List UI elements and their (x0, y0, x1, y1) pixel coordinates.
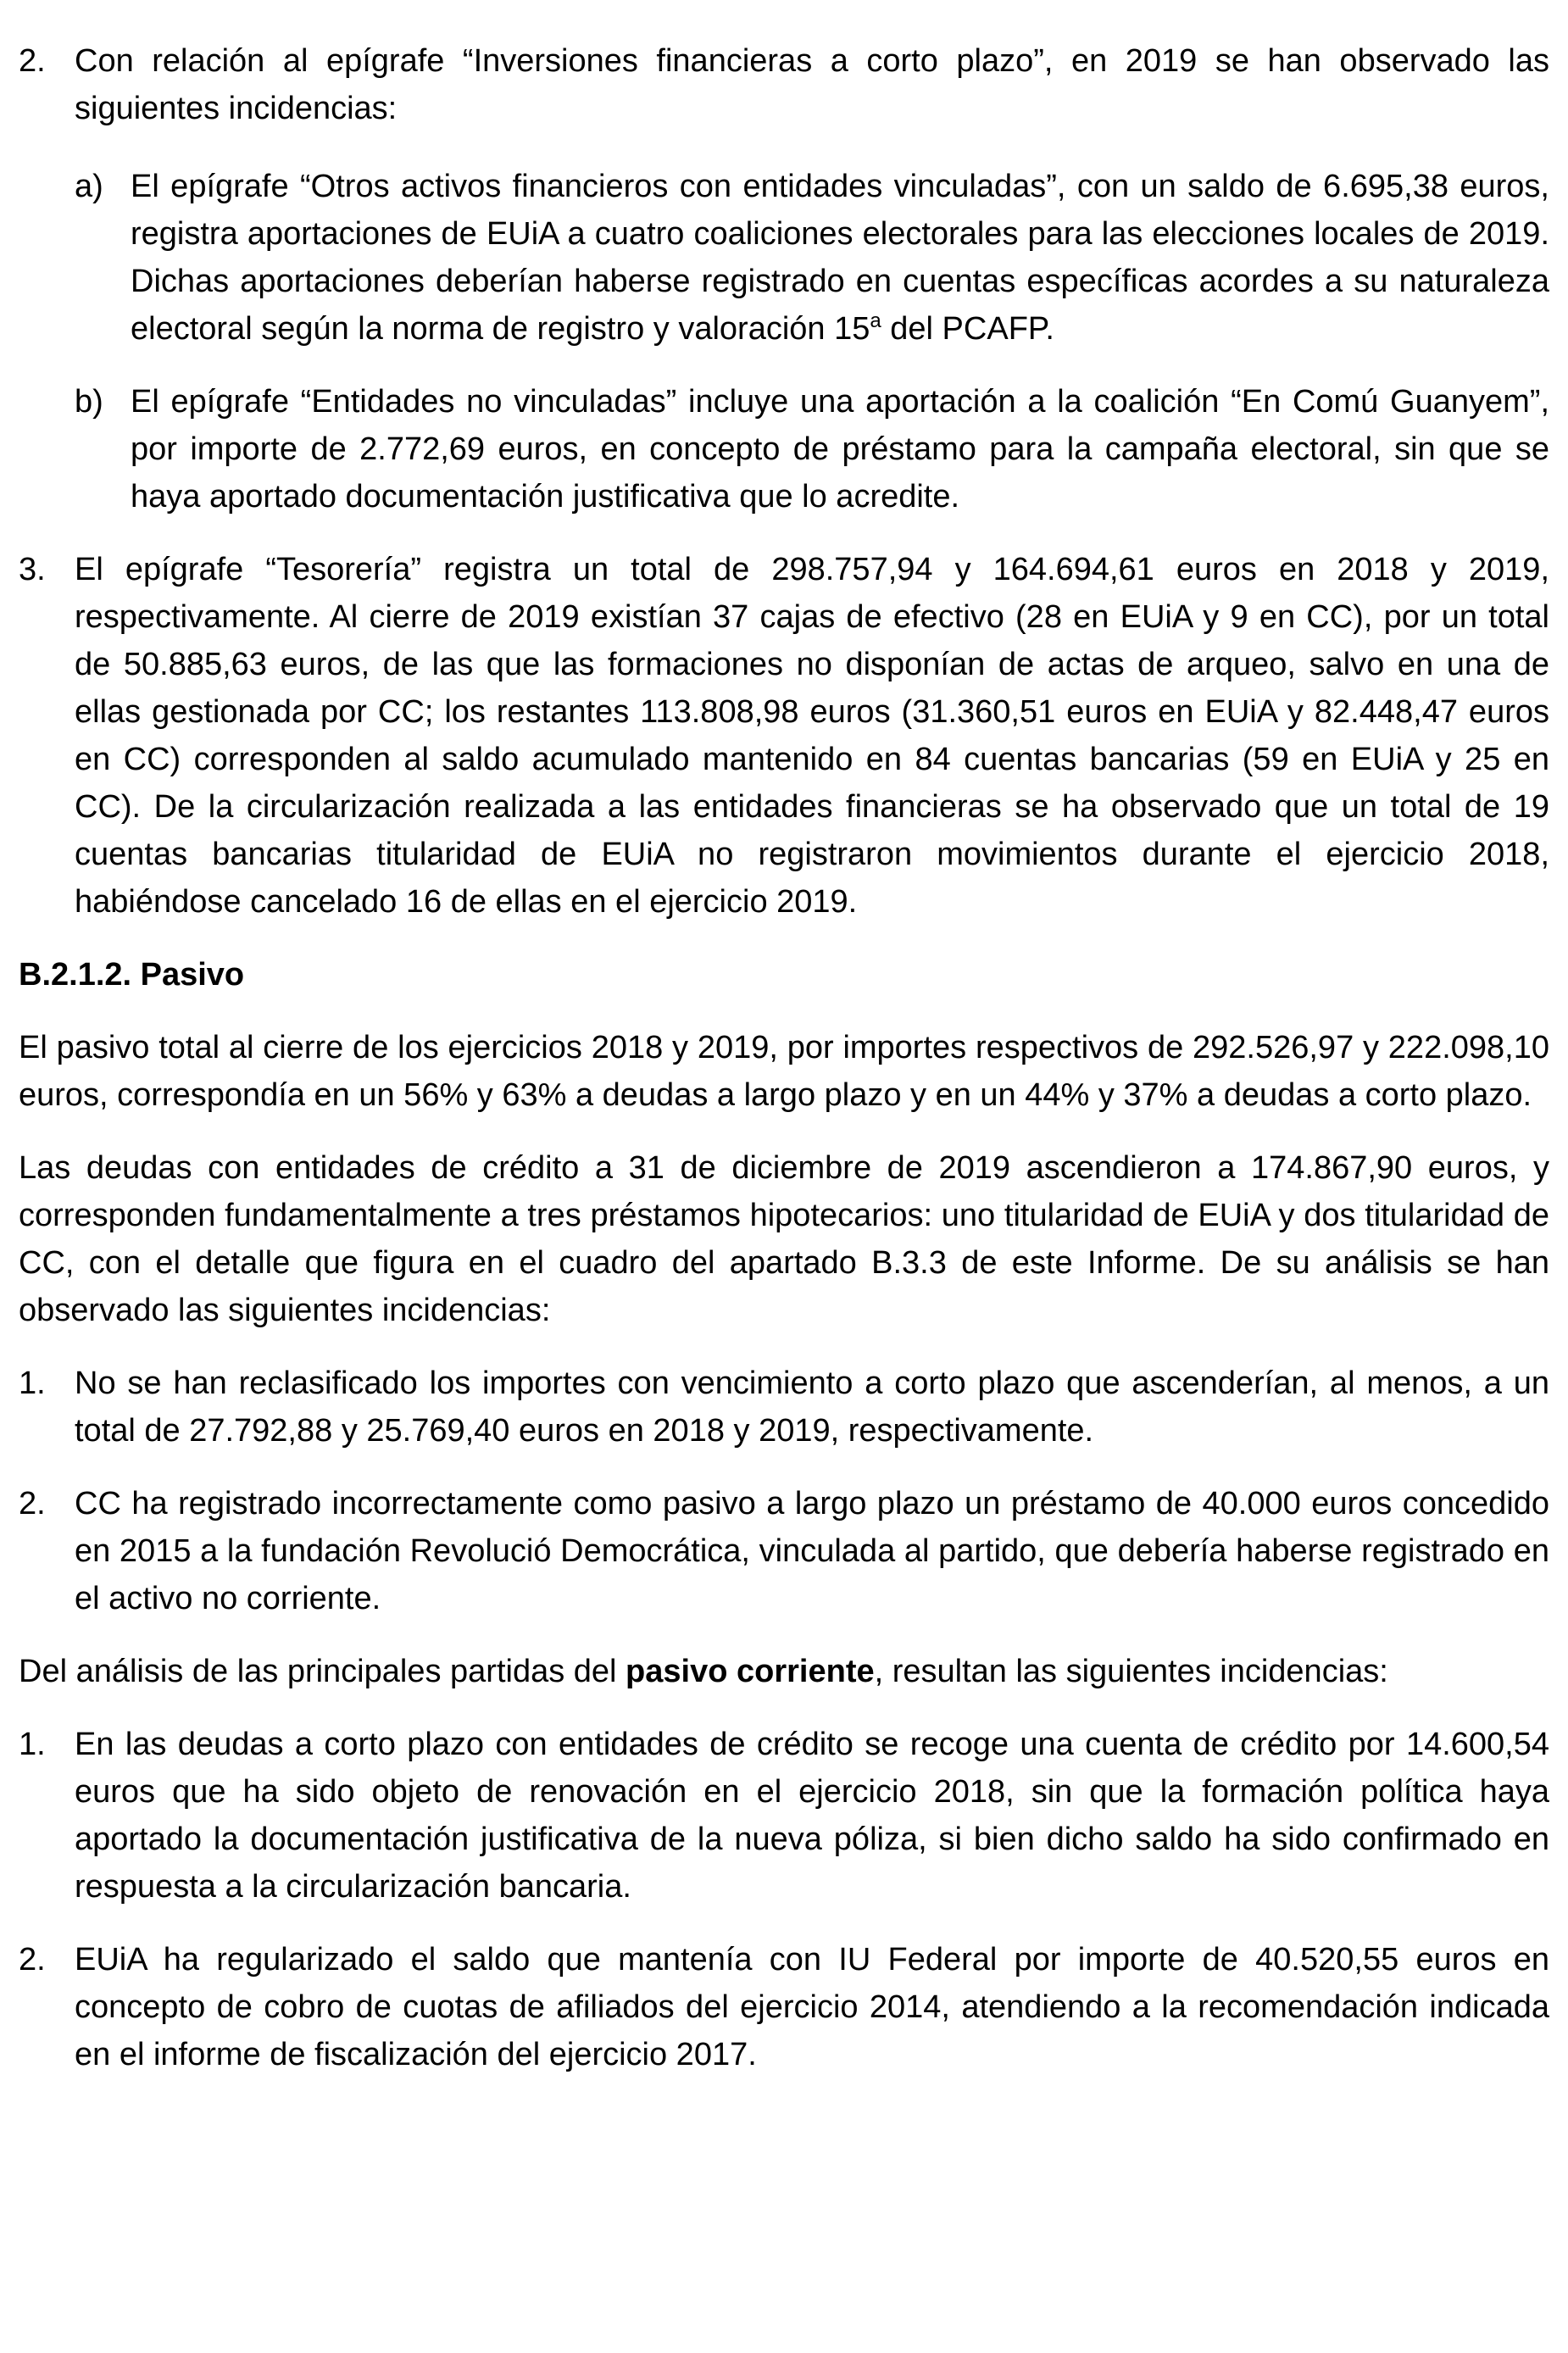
document-page (19, 37, 1549, 2078)
list-item-text: EUiA ha regularizado el saldo que mantenía con IU Federal por importe de 40.520,55 euros en concepto de cobro de cuotas de afiliados del ejercicio 2014, atendiendo a la recomendación indicada en el informe de fiscalización del ejercicio 2017. (75, 1942, 1549, 2072)
paragraph-pasivo-total: El pasivo total al cierre de los ejercicios 2018 y 2019, por importes respectivos de 292.526,97 y 222.098,10 euros, correspondía en un 56% y 63% a deudas a largo plazo y en un 44% y 37% a deudas a corto plazo. (19, 1030, 1549, 1113)
sub-item-text: El epígrafe “Entidades no vinculadas” incluye una aportación a la coalición “En Comú Guanyem”, por importe de 2.772,69 euros, en concepto de préstamo para la campaña electoral, sin que se haya aportado documentación justificativa que lo acredite. (131, 384, 1549, 515)
list-number: 1. (19, 1727, 46, 1762)
sub-item-letter: a) (75, 169, 103, 204)
list-item-section-2 (19, 37, 1549, 132)
list-item (19, 1936, 1549, 2078)
paragraph-deudas: Las deudas con entidades de crédito a 31 de diciembre de 2019 ascendieron a 174.867,90 euros, y corresponden fundamentalmente a tres préstamos hipotecarios: uno titularidad de EUiA y dos titularidad de CC, con el detalle que figura en el cuadro del apartado B.3.3 de este Informe. De su análisis se han observado las siguientes incidencias: (19, 1150, 1549, 1328)
list-number: 1. (19, 1366, 46, 1401)
list-item-text: CC ha registrado incorrectamente como pasivo a largo plazo un préstamo de 40.000 euros concedido en 2015 a la fundación Revolució Democrática, vinculada al partido, que debería haberse registrado en el activo no corriente. (75, 1486, 1549, 1616)
paragraph-pasivo-corriente: Del análisis de las principales partidas del pasivo corriente, resultan las siguientes incidencias: (19, 1654, 1388, 1689)
list-number: 2. (19, 1942, 46, 1978)
list-number: 2. (19, 1486, 46, 1521)
list-item-text: El epígrafe “Tesorería” registra un total de 298.757,94 y 164.694,61 euros en 2018 y 2019, respectivamente. Al cierre de 2019 existían 37 cajas de efectivo (28 en EUiA y 9 en CC), por un total de 50.885,63 euros, de las que las formaciones no disponían de actas de arqueo, salvo en una de ellas gestionada por CC; los restantes 113.808,98 euros (31.360,51 euros en EUiA y 82.448,47 euros en CC) corresponden al saldo acumulado mantenido en 84 cuentas bancarias (59 en EUiA y 25 en CC). De la circularización realizada a las entidades financieras se ha observado que un total de 19 cuentas bancarias titularidad de EUiA no registraron movimientos durante el ejercicio 2018, habiéndose cancelado 16 de ellas en el ejercicio 2019. (75, 552, 1549, 920)
list-item-section-3 (19, 546, 1549, 926)
list-item (19, 1360, 1549, 1455)
sub-item-letter: b) (75, 384, 103, 420)
section-heading: B.2.1.2. Pasivo (19, 957, 245, 993)
list-item-text: Con relación al epígrafe “Inversiones financieras a corto plazo”, en 2019 se han observado las siguientes incidencias: (75, 43, 1549, 126)
superscript: a (870, 309, 881, 332)
list-number: 2. (19, 43, 46, 79)
list-item (19, 1480, 1549, 1622)
sub-item-a (75, 163, 1549, 353)
bold-term: pasivo corriente (626, 1654, 875, 1689)
sub-item-text: El epígrafe “Otros activos financieros con entidades vinculadas”, con un saldo de 6.695,38 euros, registra aportaciones de EUiA a cuatro coaliciones electorales para las elecciones locales de 2019. Dichas aportaciones deberían haberse registrado en cuentas específicas acordes a su naturaleza electoral según la norma de registro y valoración 15$^a$ del PCAFP. (131, 169, 1549, 347)
list-item (19, 1721, 1549, 1911)
list-item-text: No se han reclasificado los importes con vencimiento a corto plazo que ascenderían, al menos, a un total de 27.792,88 y 25.769,40 euros en 2018 y 2019, respectivamente. (75, 1366, 1549, 1449)
sub-item-b (75, 378, 1549, 520)
list-number: 3. (19, 552, 46, 587)
list-item-text: En las deudas a corto plazo con entidades de crédito se recoge una cuenta de crédito por 14.600,54 euros que ha sido objeto de renovación en el ejercicio 2018, sin que la formación política haya aportado la documentación justificativa de la nueva póliza, si bien dicho saldo ha sido confirmado en respuesta a la circularización bancaria. (75, 1727, 1549, 1905)
